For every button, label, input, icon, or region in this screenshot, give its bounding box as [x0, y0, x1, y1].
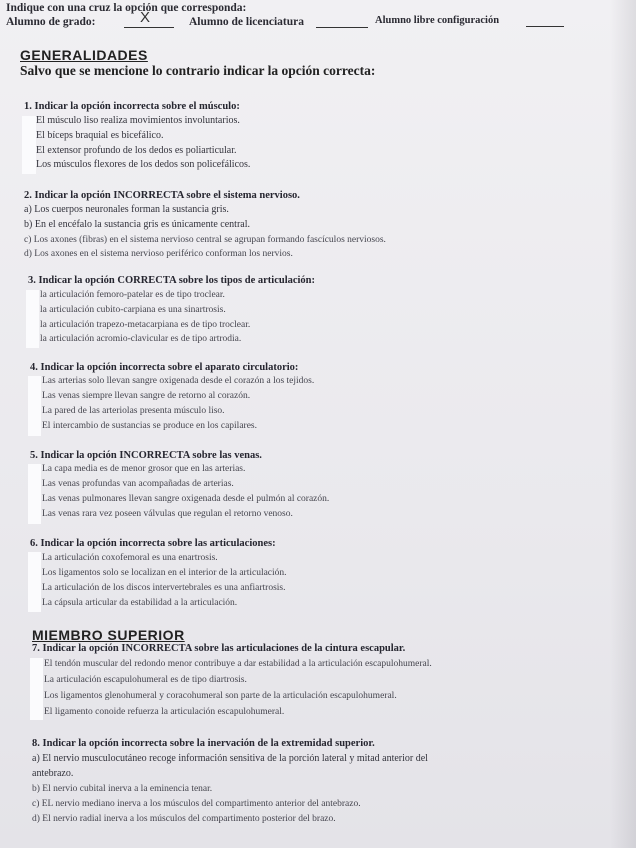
page-edge-shadow [610, 0, 636, 848]
question-1-option[interactable]: El extensor profundo de los dedos es poliarticular. [36, 145, 237, 156]
question-4-title: 4. Indicar la opción incorrecta sobre el aparato circulatorio: [30, 362, 299, 373]
question-4-option[interactable]: Las venas siempre llevan sangre de retorno al corazón. [42, 391, 251, 401]
grado-check-mark: X [140, 9, 151, 26]
question-5-option[interactable]: Las venas pulmonares llevan sangre oxigenada desde el pulmón al corazón. [42, 494, 330, 504]
redaction-patch [28, 552, 41, 612]
question-3-option[interactable]: la articulación femoro-patelar es de tipo troclear. [40, 290, 225, 300]
section-miembro-superior: MIEMBRO SUPERIOR [32, 627, 185, 643]
question-6-option[interactable]: La articulación de los discos intervertebrales es una anfiartrosis. [42, 583, 286, 593]
question-1-option[interactable]: El bíceps braquial es bicefálico. [36, 130, 164, 141]
question-6-option[interactable]: Los ligamentos solo se localizan en el interior de la articulación. [42, 568, 287, 578]
question-3-option[interactable]: la articulación trapezo-metacarpiana es de tipo troclear. [40, 320, 251, 330]
redaction-patch [28, 376, 41, 436]
question-1-option[interactable]: El músculo liso realiza movimientos involuntarios. [36, 115, 240, 126]
header-instruction: Indique con una cruz la opción que corresponda: [6, 2, 247, 14]
redaction-patch [26, 290, 39, 348]
question-6-option[interactable]: La articulación coxofemoral es una enartrosis. [42, 553, 218, 563]
redaction-patch [28, 464, 41, 524]
question-6-option[interactable]: La cápsula articular da estabilidad a la articulación. [42, 598, 238, 608]
question-4-option[interactable]: Las arterias solo llevan sangre oxigenada desde el corazón a los tejidos. [42, 376, 315, 386]
question-8-option[interactable]: a) El nervio musculocutáneo recoge información sensitiva de la porción lateral y mitad anterior del [32, 753, 428, 764]
question-8-title: 8. Indicar la opción incorrecta sobre la inervación de la extremidad superior. [32, 738, 375, 749]
redaction-patch [30, 658, 43, 720]
question-7-option[interactable]: La articulación escapulohumeral es de tipo diartrosis. [44, 675, 247, 685]
question-7-option[interactable]: Los ligamentos glenohumeral y coracohumeral son parte de la articulación escapulohumeral. [44, 691, 397, 701]
question-2-title: 2. Indicar la opción INCORRECTA sobre el sistema nervioso. [24, 190, 300, 201]
question-7-title: 7. Indicar la opción INCORRECTA sobre las articulaciones de la cintura escapular. [32, 643, 406, 654]
question-1-option[interactable]: Los músculos flexores de los dedos son policefálicos. [36, 159, 251, 170]
question-2-option[interactable]: a) Los cuerpos neuronales forman la sustancia gris. [24, 204, 229, 215]
question-4-option[interactable]: La pared de las arteriolas presenta músculo liso. [42, 406, 225, 416]
question-8-option[interactable]: c) EL nervio mediano inerva a los músculos del compartimento anterior del antebrazo. [32, 799, 361, 809]
question-1-title: 1. Indicar la opción incorrecta sobre el músculo: [24, 101, 240, 112]
grado-label: Alumno de grado: [6, 16, 96, 28]
question-7-option[interactable]: El tendón muscular del redondo menor contribuye a dar estabilidad a la articulación escapulohumeral. [44, 659, 432, 669]
question-2-option[interactable]: b) En el encéfalo la sustancia gris es únicamente central. [24, 219, 251, 230]
question-6-title: 6. Indicar la opción incorrecta sobre las articulaciones: [30, 538, 276, 549]
question-5-title: 5. Indicar la opción INCORRECTA sobre las venas. [30, 450, 262, 461]
question-5-option[interactable]: Las venas profundas van acompañadas de arterias. [42, 479, 234, 489]
question-2-option[interactable]: c) Los axones (fibras) en el sistema nervioso central se agrupan formando fascículos nerviosos. [24, 235, 386, 245]
question-3-option[interactable]: la articulación cubito-carpiana es una sinartrosis. [40, 305, 226, 315]
question-3-option[interactable]: la articulación acromio-clavicular es de tipo artrodia. [40, 334, 242, 344]
licenciatura-blank[interactable] [316, 17, 368, 28]
question-4-option[interactable]: El intercambio de sustancias se produce en los capilares. [42, 421, 257, 431]
question-5-option[interactable]: Las venas rara vez poseen válvulas que regulan el retorno venoso. [42, 509, 293, 519]
licenciatura-label: Alumno de licenciatura [189, 16, 304, 28]
question-7-option[interactable]: El ligamento conoide refuerza la articulación escapulohumeral. [44, 707, 285, 717]
redaction-patch [22, 116, 36, 174]
question-3-title: 3. Indicar la opción CORRECTA sobre los tipos de articulación: [28, 275, 316, 286]
general-instruction: Salvo que se mencione lo contrario indicar la opción correcta: [20, 63, 376, 78]
question-8-option-continued: antebrazo. [32, 768, 74, 779]
question-8-option[interactable]: d) El nervio radial inerva a los músculos del compartimento posterior del brazo. [32, 814, 336, 824]
question-2-option[interactable]: d) Los axones en el sistema nervioso periférico conforman los nervios. [24, 249, 293, 259]
libre-label: Alumno libre configuración [375, 15, 500, 26]
section-generalidades: GENERALIDADES [20, 47, 148, 63]
question-5-option[interactable]: La capa media es de menor grosor que en las arterias. [42, 464, 246, 474]
question-8-option[interactable]: b) El nervio cubital inerva a la eminencia tenar. [32, 784, 213, 794]
libre-blank[interactable] [526, 16, 564, 27]
